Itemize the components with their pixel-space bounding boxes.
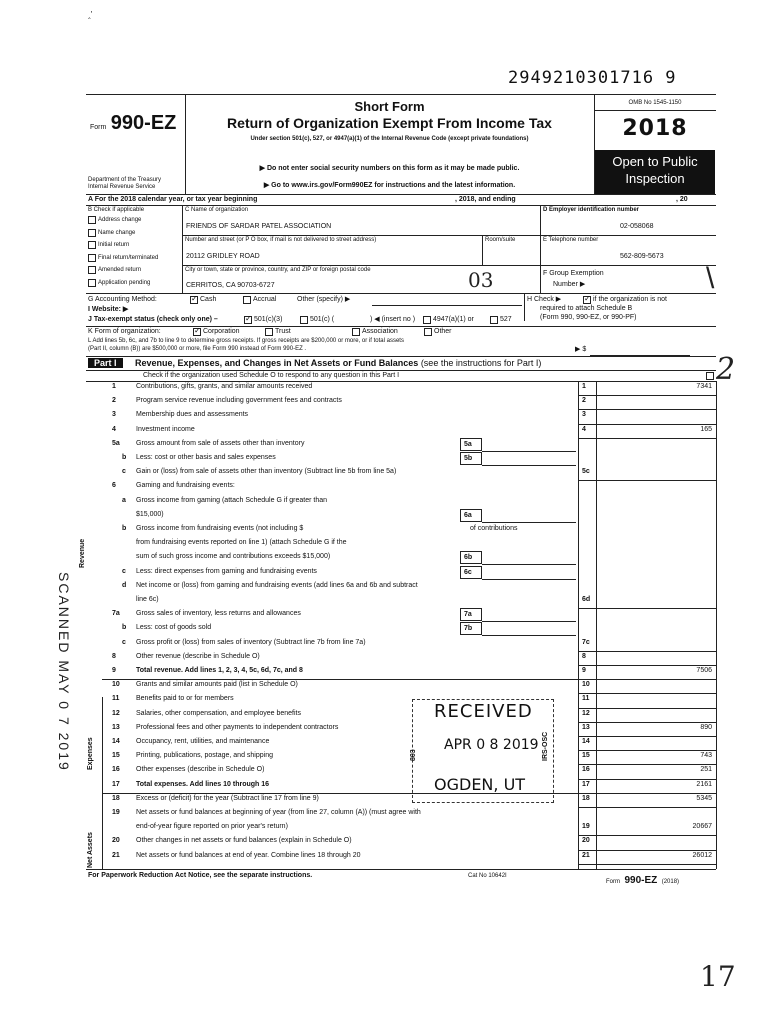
handwritten-code: 03 xyxy=(468,268,494,292)
section-rule xyxy=(102,679,716,680)
accrual-label: Accrual xyxy=(253,296,277,303)
line-box-number: 20 xyxy=(582,837,590,844)
line-number: 3 xyxy=(112,411,116,418)
line-box-number: 7c xyxy=(582,639,590,646)
line-number: 17 xyxy=(112,781,120,788)
line-description: from fundraising events reported on line 1) (attach Schedule G if the xyxy=(136,539,347,546)
stamp-side-right: IRS-OSC xyxy=(542,731,549,761)
street-rule xyxy=(182,265,540,266)
group-exemption-number-label: Number ▶ xyxy=(553,281,586,288)
margin-slash: \ xyxy=(706,262,715,295)
line-description: $15,000) xyxy=(136,511,164,518)
line-description: Other revenue (describe in Schedule O) xyxy=(136,653,260,660)
line-number: 9 xyxy=(112,667,116,674)
line-description: line 6c) xyxy=(136,596,159,603)
applicable-label: Amended return xyxy=(98,267,142,273)
line-description: Benefits paid to or for members xyxy=(136,695,234,702)
city-label: City or town, state or province, country, and ZIP or foreign postal code xyxy=(185,267,371,273)
line-number: 7a xyxy=(112,610,120,617)
org-bottom-rule xyxy=(86,293,716,294)
line-box-number: 3 xyxy=(582,411,586,418)
applicable-label: Application pending xyxy=(98,279,151,286)
line-rule xyxy=(578,750,716,751)
received-stamp xyxy=(412,699,554,803)
line-rule xyxy=(578,764,716,765)
applicable-checkbox-0[interactable] xyxy=(88,216,96,224)
group-exemption-label: F Group Exemption xyxy=(543,270,604,277)
form-org-label: K Form of organization: xyxy=(88,328,161,335)
revenue-side-label: Revenue xyxy=(79,538,86,568)
line-description: Other changes in net assets or fund balances (explain in Schedule O) xyxy=(136,837,352,844)
line-amount[interactable]: 26012 xyxy=(692,852,712,859)
line-rule xyxy=(578,409,716,410)
line-description: Other expenses (describe in Schedule O) xyxy=(136,766,265,773)
paperwork-notice: For Paperwork Reduction Act Notice, see the separate instructions. xyxy=(88,872,313,879)
line-number: 21 xyxy=(112,852,120,859)
line-box-number: 9 xyxy=(582,667,586,674)
check-h-text2: required to attach Schedule B xyxy=(540,305,633,312)
line-rule xyxy=(578,608,716,609)
line-number: c xyxy=(122,639,126,646)
line-number: a xyxy=(122,497,126,504)
line-description: Net assets or fund balances at beginning of year (from line 27, column (A)) (must agree with xyxy=(136,809,421,816)
line-amount[interactable]: 165 xyxy=(700,426,712,433)
line-number: 18 xyxy=(112,795,120,802)
website-label: I Website: ▶ xyxy=(88,306,129,313)
form-number: 990-EZ xyxy=(110,112,177,134)
4947-checkbox[interactable] xyxy=(423,316,431,324)
line-box-number: 14 xyxy=(582,738,590,745)
line-rule xyxy=(578,438,716,439)
org-name-label: C Name of organization xyxy=(185,207,249,213)
line-number: 1 xyxy=(112,383,116,390)
form-prefix: Form xyxy=(90,124,107,131)
sub-line-box: 6c xyxy=(460,566,482,579)
row-l-line1: L Add lines 5b, 6c, and 7b to line 9 to determine gross receipts. If gross receipts are $200,000 or more, or if total assets xyxy=(88,338,404,344)
room-suite-divider xyxy=(482,235,483,265)
margin-mark: ‸' xyxy=(88,10,93,19)
line-description: Less: direct expenses from gaming and fundraising events xyxy=(136,568,317,575)
org-name-value: FRIENDS OF SARDAR PATEL ASSOCIATION xyxy=(186,223,332,230)
sub-line-box: 6b xyxy=(460,551,482,564)
line-description: Total revenue. Add lines 1, 2, 3, 4, 5c, 6d, 7c, and 8 xyxy=(136,667,303,674)
line-amount[interactable]: 5345 xyxy=(696,795,712,802)
title-short-form: Short Form xyxy=(354,99,425,114)
line-number: c xyxy=(122,568,126,575)
line-number: 14 xyxy=(112,738,120,745)
row-a-bottom-rule xyxy=(86,205,716,206)
line-rule xyxy=(578,850,716,851)
line-description: Net income or (loss) from gaming and fundraising events (add lines 6a and 6b and subtract xyxy=(136,582,418,589)
line-rule xyxy=(578,693,716,694)
street-value: 20112 GRIDLEY ROAD xyxy=(186,253,260,260)
sub-line-amount-field[interactable] xyxy=(482,622,576,636)
line-box-number: 18 xyxy=(582,795,590,802)
phone-rule xyxy=(540,265,716,266)
row-h-divider xyxy=(524,293,525,321)
line-description: Less: cost of goods sold xyxy=(136,624,212,631)
row-j-rule xyxy=(86,326,716,327)
dept-treasury: Department of the Treasury xyxy=(88,177,162,183)
applicable-checkbox-3[interactable] xyxy=(88,254,96,262)
trust-label: Trust xyxy=(275,328,291,335)
part1-tag: Part I xyxy=(88,358,123,368)
tax-exempt-label xyxy=(88,316,218,324)
line-rule xyxy=(578,480,716,481)
line-box-number: 6d xyxy=(582,596,591,603)
line-box-number: 12 xyxy=(582,710,590,717)
phone-label: E Telephone number xyxy=(543,237,599,243)
line-amount[interactable]: 2161 xyxy=(696,781,712,788)
footer-form-year: (2018) xyxy=(661,879,680,885)
line-description: Grants and similar amounts paid (list in Schedule O) xyxy=(136,681,298,688)
check-h-text3: (Form 990, 990-EZ, or 990-PF) xyxy=(540,314,637,321)
schedule-b-checkbox[interactable] xyxy=(583,296,591,304)
phone-value: 562-809-5673 xyxy=(620,253,664,260)
box-number-col-divider xyxy=(578,381,579,869)
margin-note-2: 2 xyxy=(716,352,736,387)
applicable-checkbox-4[interactable] xyxy=(88,266,96,274)
line-description: Program service revenue including government fees and contracts xyxy=(136,397,342,404)
line-number: 10 xyxy=(112,681,120,688)
line-description: Total expenses. Add lines 10 through 16 xyxy=(136,781,270,788)
applicable-label: Address change xyxy=(98,217,142,223)
applicable-checkbox-1[interactable] xyxy=(88,229,96,237)
association-checkbox[interactable] xyxy=(352,328,360,336)
line-box-number: 19 xyxy=(582,823,590,830)
line-rule xyxy=(578,395,716,396)
line-number: b xyxy=(122,525,127,532)
line-box-number: 4 xyxy=(582,426,586,433)
stamp-side-left: 803 xyxy=(410,749,417,761)
line-number: 6 xyxy=(112,482,116,489)
line-description: sum of such gross income and contributions exceeds $15,000) xyxy=(136,553,331,560)
line-rule xyxy=(578,651,716,652)
line-rule xyxy=(578,779,716,780)
line-description-suffix: of contributions xyxy=(470,525,518,532)
sub-line-box: 6a xyxy=(460,509,482,522)
line-description: Net assets or fund balances at end of year. Combine lines 18 through 20 xyxy=(136,852,361,859)
org-col-divider-d xyxy=(540,205,541,293)
line-box-number: 11 xyxy=(582,695,590,702)
sub-line-box: 7a xyxy=(460,608,482,621)
schedule-o-checkbox[interactable] xyxy=(706,372,714,380)
form-id xyxy=(90,112,176,135)
line-rule xyxy=(578,665,716,666)
line-number: 11 xyxy=(112,695,120,702)
line-box-number: 17 xyxy=(582,781,590,788)
corporation-label: Corporation xyxy=(203,328,240,335)
open-to-public-badge: Open to Public Inspection xyxy=(595,150,715,194)
received-location: OGDEN, UT xyxy=(434,775,526,794)
header-top-rule xyxy=(86,94,716,95)
line-box-number: 21 xyxy=(582,852,590,859)
line-description: Excess or (deficit) for the year (Subtract line 17 from line 9) xyxy=(136,795,319,802)
line-box-number: 13 xyxy=(582,724,590,731)
insert-no-label: ) ◀ (insert no ) xyxy=(370,316,416,323)
room-suite-label: Room/suite xyxy=(485,237,516,243)
sub-line-amount-field[interactable] xyxy=(482,438,576,452)
line-number: d xyxy=(122,582,127,589)
catalog-number: Cat No 10642I xyxy=(468,873,507,879)
sub-line-amount-field[interactable] xyxy=(482,452,576,466)
omb-number: OMB No 1545-1150 xyxy=(628,100,682,106)
line-box-number: 5c xyxy=(582,468,590,475)
line-number: 12 xyxy=(112,710,120,717)
net-assets-side-label: Net Assets xyxy=(87,832,94,868)
org-name-rule xyxy=(182,235,540,236)
line-number: 19 xyxy=(112,809,120,816)
row-a-top-rule xyxy=(86,194,716,195)
tax-exempt-label-text: J Tax-exempt status (check only one) – xyxy=(88,316,218,323)
corporation-checkbox[interactable] xyxy=(193,328,201,336)
scanned-stamp: SCANNED MAY 0 7 2019 xyxy=(56,572,72,772)
subtitle: Under section 501(c), 527, or 4947(a)(1) of the Internal Revenue Code (except private foundations) xyxy=(250,136,529,142)
line-description: Salaries, other compensation, and employee benefits xyxy=(136,710,301,717)
line-number: c xyxy=(122,468,126,475)
org-col-divider-b xyxy=(182,205,183,293)
line-amount[interactable]: 743 xyxy=(700,752,712,759)
sub-line-box: 7b xyxy=(460,622,482,635)
sub-line-box: 5a xyxy=(460,438,482,451)
part1-title: Revenue, Expenses, and Changes in Net Assets or Fund Balances xyxy=(135,358,419,368)
line-description: end-of-year figure reported on prior year's return) xyxy=(136,823,288,830)
line-rule xyxy=(578,807,716,808)
line-number: 5a xyxy=(112,440,120,447)
other-org-checkbox[interactable] xyxy=(424,328,432,336)
line-amount[interactable]: 20667 xyxy=(692,823,712,830)
line-description: Printing, publications, postage, and shipping xyxy=(136,752,273,759)
schedule-o-check-text: Check if the organization used Schedule O to respond to any question in this Part I xyxy=(143,372,400,379)
line-description: Occupancy, rent, utilities, and maintenance xyxy=(136,738,270,745)
control-number: 2949210301716 9 xyxy=(508,68,677,88)
other-org-label: Other xyxy=(434,328,452,335)
check-h-label: H Check ▶ xyxy=(527,296,562,303)
line-description: Contributions, gifts, grants, and similar amounts received xyxy=(136,383,313,390)
accounting-method-label: G Accounting Method: xyxy=(88,296,157,303)
row-a-end: , 20 xyxy=(676,196,688,203)
other-method-line[interactable] xyxy=(372,305,522,306)
line-amount[interactable]: 7341 xyxy=(696,383,712,390)
association-label: Association xyxy=(362,328,398,335)
line-description: Gross income from fundraising events (not including $ xyxy=(136,525,304,532)
line-number: b xyxy=(122,454,127,461)
line-rule xyxy=(578,708,716,709)
line-number: 15 xyxy=(112,752,120,759)
line-description: Gaming and fundraising events: xyxy=(136,482,235,489)
line-number: 13 xyxy=(112,724,120,731)
line-box-number: 16 xyxy=(582,766,590,773)
applicable-label: Name change xyxy=(98,229,136,236)
lines-top-rule xyxy=(86,381,716,382)
line-rule xyxy=(578,424,716,425)
expenses-side-label: Expenses xyxy=(87,737,94,770)
applicable-checkbox-2[interactable] xyxy=(88,241,96,249)
line-number: 20 xyxy=(112,837,120,844)
row-l-dollar: ▶ $ xyxy=(575,346,587,353)
line-amount[interactable]: 7506 xyxy=(696,667,712,674)
line-box-number: 2 xyxy=(582,397,586,404)
line-rule xyxy=(578,722,716,723)
omb-rule xyxy=(594,110,716,111)
part1-header-rule xyxy=(86,370,716,371)
line-description: Professional fees and other payments to independent contractors xyxy=(136,724,339,731)
footer-form-number: 990-EZ xyxy=(624,875,658,886)
street-label: Number and street (or P O box, if mail is not delivered to street address) xyxy=(185,237,377,243)
line-box-number: 8 xyxy=(582,653,586,660)
part1-top-rule xyxy=(86,356,716,357)
line-box-number: 1 xyxy=(582,383,586,390)
line-number: 16 xyxy=(112,766,120,773)
cash-checkbox[interactable] xyxy=(190,296,198,304)
527-label: 527 xyxy=(500,316,512,323)
501c3-label: 501(c)(3) xyxy=(254,316,283,323)
line-box-number: 15 xyxy=(582,752,590,759)
line-number: 2 xyxy=(112,397,116,404)
applicable-label: Initial return xyxy=(98,242,130,248)
line-amount[interactable]: 890 xyxy=(700,724,712,731)
sub-line-amount-field[interactable] xyxy=(482,509,576,523)
line-description: Gross income from gaming (attach Schedule G if greater than xyxy=(136,497,328,504)
ein-label: D Employer identification number xyxy=(543,207,640,213)
footer-form-prefix: Form xyxy=(606,879,620,885)
footer-form-id xyxy=(606,870,679,888)
501c3-checkbox[interactable] xyxy=(244,316,252,324)
irs-url-notice: ▶ Go to www.irs.gov/Form990EZ for instructions and the latest information. xyxy=(263,182,516,189)
received-text: RECEIVED xyxy=(434,701,533,722)
side-divider xyxy=(102,697,103,869)
line-description: Investment income xyxy=(136,426,195,433)
row-a-mid: , 2018, and ending xyxy=(455,196,516,203)
line-description: Gross sales of inventory, less returns and allowances xyxy=(136,610,301,617)
4947-label: 4947(a)(1) or xyxy=(433,316,474,323)
applicable-checkbox-5[interactable] xyxy=(88,279,96,287)
section-rule xyxy=(102,793,716,794)
line-rule xyxy=(578,736,716,737)
sub-line-amount-field[interactable] xyxy=(482,566,576,580)
sub-line-amount-field[interactable] xyxy=(482,608,576,622)
line-description: Gross amount from sale of assets other than inventory xyxy=(136,440,305,447)
501c-checkbox[interactable] xyxy=(300,316,308,324)
527-checkbox[interactable] xyxy=(490,316,498,324)
applicable-label: Final return/terminated xyxy=(98,254,159,261)
handwritten-page-number: 17 xyxy=(700,960,736,993)
other-method-label: Other (specify) ▶ xyxy=(297,296,351,303)
sub-line-amount-field[interactable] xyxy=(482,551,576,565)
check-h-text: if the organization is not xyxy=(593,296,667,303)
row-a-label: A For the 2018 calendar year, or tax year beginning xyxy=(88,196,258,203)
ein-value: 02-058068 xyxy=(620,223,654,230)
cash-label: Cash xyxy=(200,296,217,303)
line-rule xyxy=(578,864,716,865)
title-main: Return of Organization Exempt From Income Tax xyxy=(227,115,552,131)
amount-col-divider xyxy=(596,381,597,869)
city-value: CERRITOS, CA 90703-6727 xyxy=(186,282,275,289)
part1-title-note: (see the instructions for Part I) xyxy=(420,358,542,368)
line-rule xyxy=(578,835,716,836)
sub-line-box: 5b xyxy=(460,452,482,465)
received-date: APR 0 8 2019 xyxy=(444,737,539,753)
line-description: Gain or (loss) from sale of assets other than inventory (Subtract line 5b from line 5a) xyxy=(136,468,397,475)
part1-header xyxy=(88,358,541,369)
line-description: Membership dues and assessments xyxy=(136,411,249,418)
right-border xyxy=(716,381,717,869)
trust-checkbox[interactable] xyxy=(265,328,273,336)
line-description: Gross profit or (loss) from sales of inventory (Subtract line 7b from line 7a) xyxy=(136,639,366,646)
tax-year: 2018 xyxy=(622,116,688,141)
line-number: b xyxy=(122,624,127,631)
check-applicable-label: B Check if applicable xyxy=(88,207,145,213)
line-number: 4 xyxy=(112,426,116,433)
501c-label: 501(c) ( xyxy=(310,316,335,323)
line-number: 8 xyxy=(112,653,116,660)
irs-name: Internal Revenue Service xyxy=(88,184,156,190)
ein-rule xyxy=(540,235,716,236)
accrual-checkbox[interactable] xyxy=(243,296,251,304)
line-amount[interactable]: 251 xyxy=(700,766,712,773)
ssn-notice: ▶ Do not enter social security numbers on this form as it may be made public. xyxy=(259,165,520,172)
line-box-number: 10 xyxy=(582,681,590,688)
row-l-line2: (Part II, column (B)) are $500,000 or more, file Form 990 instead of Form 990-EZ . xyxy=(88,346,307,352)
line-description: Less: cost or other basis and sales expenses xyxy=(136,454,276,461)
